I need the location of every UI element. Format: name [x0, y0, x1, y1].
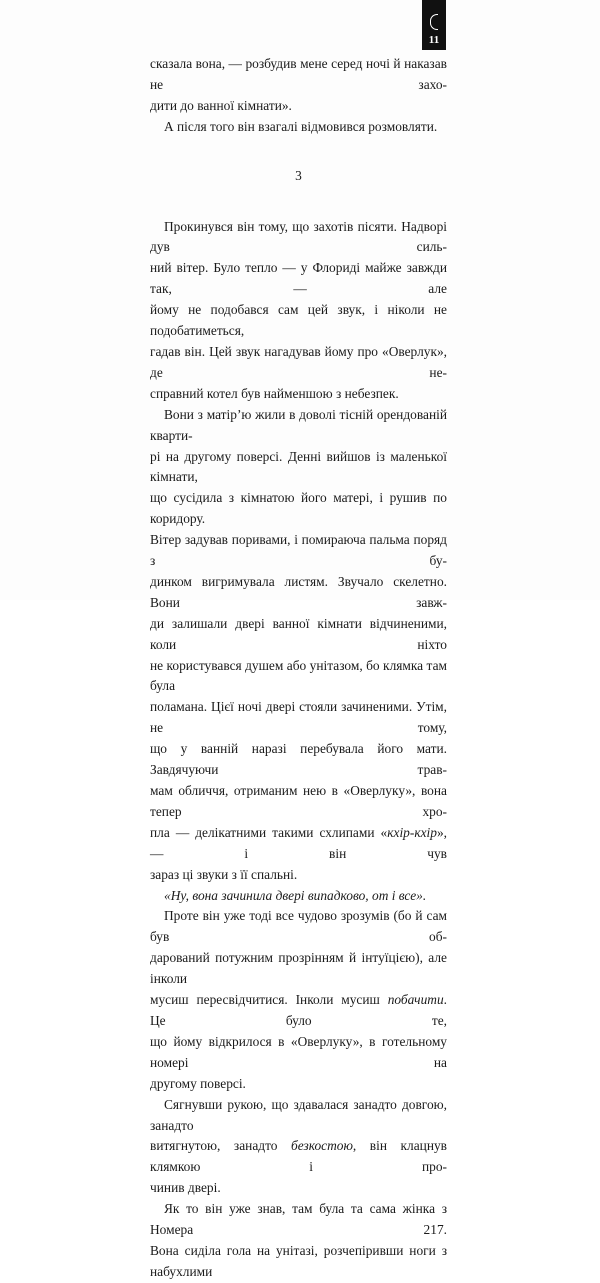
text-segment: », — і він чув	[150, 824, 447, 861]
text-segment: витягнутою, занадто	[150, 1138, 291, 1154]
italic-line: «Ну, вона зачинила двері випадково, от і все».	[164, 887, 427, 903]
text-line	[150, 1136, 447, 1178]
text-line: гадав він. Цей звук нагадував йому про «Оверлук», де не-	[150, 343, 447, 380]
page-number-tab	[422, 0, 446, 50]
body-text	[150, 54, 447, 1283]
text-line: Як то він уже знав, там була та сама жінка з Номера 217.	[150, 1201, 447, 1238]
text-line: Прокинувся він тому, що захотів пісяти. Надворі дув силь-	[150, 218, 447, 255]
text-line: чинив двері.	[150, 1180, 221, 1196]
text-line: ди залишали двері ванної кімнати відчиненими, коли ніхто	[150, 615, 447, 652]
text-line: зараз ці звуки з її спальні.	[150, 866, 298, 882]
text-segment: , він клацнув клямкою і про-	[150, 1138, 448, 1175]
text-line: йому не подобався сам цей звук, і ніколи не подобатиметься,	[150, 302, 447, 339]
text-line: дарований потужним прозрінням й інтуїцією), але інколи	[150, 950, 447, 987]
text-line: Проте він уже тоді все чудово зрозумів (бо й сам був об-	[150, 908, 447, 945]
text-line: дити до ванної кімнати».	[150, 97, 292, 113]
text-line: другому поверсі.	[150, 1075, 246, 1091]
text-line: Вітер задував поривами, і помираюча пальма поряд з бу-	[150, 532, 447, 569]
text-line: що йому відкрилося в «Оверлуку», в готельному номері на	[150, 1033, 447, 1070]
text-line: А після того він взагалі відмовився розмовляти.	[164, 118, 438, 134]
text-segment: . Це було те,	[150, 992, 447, 1028]
text-line: Вони з матір’ю жили в доволі тісній орендованій кварти-	[150, 406, 447, 443]
text-line: сказала вона, — розбудив мене серед ночі й наказав не захо-	[150, 56, 447, 92]
text-line: динком вигримувала листям. Звучало скелетно. Вони завж-	[150, 573, 447, 610]
italic-segment: кхір-кхір	[387, 824, 437, 840]
text-line	[150, 990, 447, 1032]
text-line: Сягнувши рукою, що здавалася занадто довгою, занадто	[150, 1096, 447, 1133]
page-number: 11	[428, 34, 440, 46]
italic-segment: побачити	[387, 992, 444, 1008]
text-line: що у ванній наразі перебувала його мати. Завдячуючи трав-	[150, 741, 447, 778]
text-line: що сусідила з кімнатою його матері, і рушив по коридору.	[150, 490, 447, 527]
text-line: не користувався душем або унітазом, бо клямка там була	[150, 657, 447, 694]
text-line: рі на другому поверсі. Денні вийшов із маленької кімнати,	[150, 448, 447, 485]
text-line	[150, 823, 447, 865]
text-segment: мусиш пересвідчитися. Інколи мусиш	[150, 992, 388, 1008]
text-line: Вона сиділа гола на унітазі, розчепіривши ноги з набухлими	[150, 1242, 447, 1279]
text-line: справний котел був найменшою з небезпек.	[150, 385, 399, 401]
chapter-number: 3	[295, 167, 302, 183]
text-segment: пла — делікатними такими схлипами «	[150, 824, 388, 840]
text-line: ний вітер. Було тепло — у Флориді майже завжди так, — але	[150, 260, 447, 297]
ornament-icon	[430, 14, 438, 30]
text-line: мам обличчя, отриманим нею в «Оверлуку», вона тепер хро-	[150, 783, 447, 819]
text-line: поламана. Цієї ночі двері стояли зачиненими. Утім, не тому,	[150, 699, 447, 736]
italic-segment: безкостою	[290, 1138, 353, 1154]
